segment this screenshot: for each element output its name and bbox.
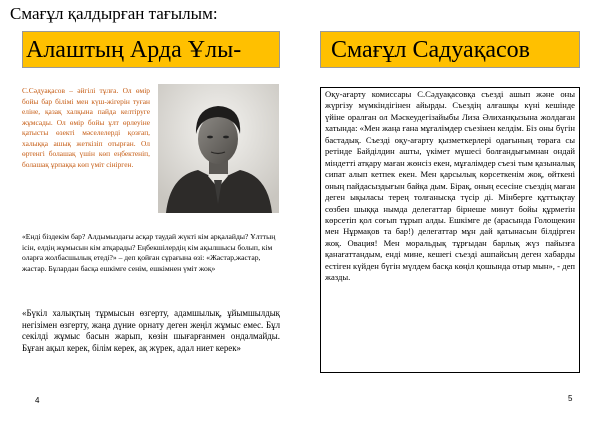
page-title: Смағұл қалдырған тағылым: <box>10 4 218 23</box>
quote-society: «Бүкіл халықтың тұрмысын өзгерту, адамшылық, ұйымшылдық негізімен өзгерту, жаңа дүние орнату деген жеңіл жұмыс емес. Бұл секілді жұмыс басын жарып, көзін шығарғанмен ондалмайды. Бұған ақыл керек, білім керек, ақ жүрек, адал ниет керек» <box>22 308 280 353</box>
quote-youth: «Енді біздекім бар? Алдымыздағы асқар таудай жүкті кім арқалайды? Ұлттың ісін, елдің жұмысын кім атқарады? Еңбекшілердің кім ақылшысы болып, кім оларға жолбасшылық етеді?» – деп қойған сұрағына өзі: «Жастар,жастар, жастар. Бұлардан басқа ешкімге сенім, ешкімнен үміт жоқ» <box>22 232 276 273</box>
right-banner <box>320 31 580 68</box>
portrait-photo <box>158 84 279 213</box>
left-banner-title: Алаштың Арда Ұлы- <box>26 36 242 63</box>
page-number-right: 5 <box>568 394 573 403</box>
right-banner-title: Смағұл Садуақасов <box>331 36 531 63</box>
story-box <box>320 87 580 373</box>
left-banner <box>22 31 280 68</box>
portrait-illustration <box>158 84 279 213</box>
bio-text: С.Сәдуақасов – әйгілі тұлға. Ол өмір бойы бар білімі мен күш-жігерін туған еліне, қазақ халқына пайда келтіруге жұмсады. Ол өмір бойы ұлт өрлеуіне қатысты өзекті мәселелерді қозғап, халыққа ашық жеткізіп отырған. Ол өртенгі болашақ үшін көп еңбектеніп, болашақ ұрпаққа көп үміт сінірген. <box>22 86 150 169</box>
page-number-left: 4 <box>35 396 40 405</box>
story-text: Оқу-ағарту комиссары С.Сәдуақасовқа съезді ашып және оны жүргізу мүмкіндігінен айырды. Съездің алғашқы күні кешінде үйіне оралған ол Мәскеудегізайыбы Лиза Әлиханқызына жолдаған хатында: «Мен жаңа ғана мұғалімдер съезінен келдім. Біз оны бүгін бастадық. Съезді оқу-ағарту қызметкерлері одағының төраға сы ретінде Байділдин ашты, үкімет мүшесі болғандығымнан ондай міндетті атқару маған жөнсіз екен, мұғалімдер съезі тым қазыналық сипат алып кетпек екен. Мен қарсылық көрсеткенім жоқ, өйткені оның пайдасыздығын байқа дым. Бірақ, оның есесіне съездің маған деген ықыласы терең толғанысқа түсір ді. Мінберге құттықтау сөзбен шыққа нымда делегаттар бірнеше минут бойы құрметін көрсетіп қол соғып тұрып алды. Ешкімге де (арасында Голощекин мен Нұрмақов та бар!) делегаттар мұн дай қатынасын білдірген жоқ. Овация! Мен моральдық тұрғыдан барлық жүз пайызға қанағаттандым, енді мине, кешегі съезді ашпайсың деген хабарды естіген күйден бүгін мүлдем басқа көңіл қошында отыр мын», - деп жазды. <box>325 89 575 283</box>
